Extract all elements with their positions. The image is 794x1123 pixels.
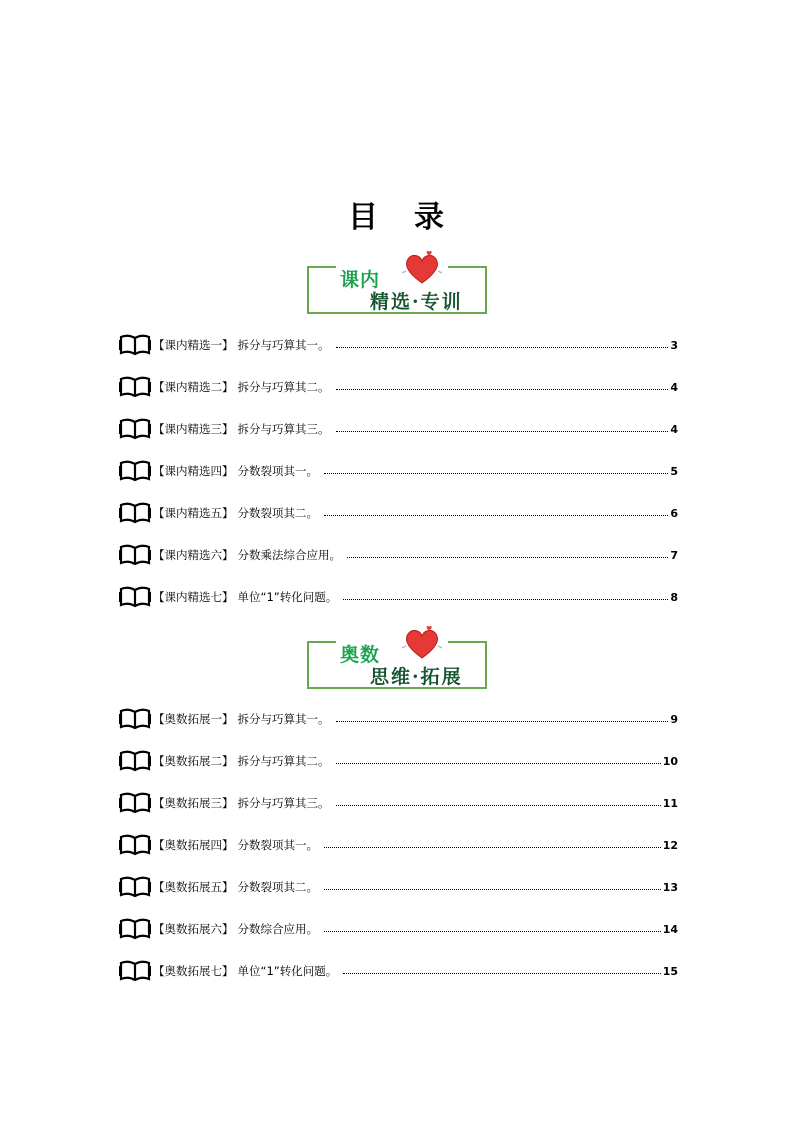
toc-tag: 【课内精选三】 <box>153 422 234 436</box>
open-book-icon <box>118 543 152 567</box>
heart-icon <box>402 626 442 662</box>
dot-leader <box>324 473 668 474</box>
toc-row[interactable] <box>118 748 678 774</box>
dot-leader <box>336 763 661 764</box>
dot-leader <box>324 889 661 890</box>
banner-line2: 思维·拓展 <box>370 666 463 688</box>
open-book-icon <box>118 459 152 483</box>
toc-text: 分数裂项其一。 <box>237 838 318 852</box>
toc-page-number: 3 <box>670 338 678 352</box>
open-book-icon <box>118 707 152 731</box>
toc-row[interactable] <box>118 416 678 442</box>
open-book-icon <box>118 417 152 441</box>
toc-text: 分数裂项其一。 <box>237 464 318 478</box>
open-book-icon <box>118 917 152 941</box>
toc-row[interactable] <box>118 916 678 942</box>
toc-row[interactable] <box>118 500 678 526</box>
open-book-icon <box>118 585 152 609</box>
toc-tag: 【奥数拓展四】 <box>153 838 234 852</box>
toc-text: 分数裂项其二。 <box>237 506 318 520</box>
toc-page-number: 9 <box>670 712 678 726</box>
toc-tag: 【课内精选二】 <box>153 380 234 394</box>
toc-page-number: 14 <box>662 922 678 936</box>
toc-page-number: 12 <box>662 838 678 852</box>
toc-page-number: 15 <box>662 964 678 978</box>
toc-text: 拆分与巧算其一。 <box>237 712 330 726</box>
dot-leader <box>324 515 668 516</box>
open-book-icon <box>118 501 152 525</box>
toc-page-number: 8 <box>670 590 678 604</box>
svg-text:♥: ♥ <box>426 251 433 258</box>
toc-page-number: 4 <box>670 380 678 394</box>
open-book-icon <box>118 875 152 899</box>
toc-text: 单位“1”转化问题。 <box>237 964 338 978</box>
toc-row[interactable] <box>118 706 678 732</box>
dot-leader <box>336 389 669 390</box>
toc-text: 拆分与巧算其三。 <box>237 422 330 436</box>
dot-leader <box>324 931 661 932</box>
toc-row[interactable] <box>118 584 678 610</box>
dot-leader <box>343 599 668 600</box>
banner-line2: 精选·专训 <box>370 291 463 313</box>
open-book-icon <box>118 833 152 857</box>
toc-tag: 【奥数拓展七】 <box>153 964 234 978</box>
toc-tag: 【课内精选七】 <box>153 590 234 604</box>
section-banner-1 <box>306 251 488 315</box>
page-title <box>0 192 794 236</box>
toc-page-number: 13 <box>662 880 678 894</box>
title-char-1: 目 <box>348 200 380 235</box>
open-book-icon <box>118 791 152 815</box>
toc-tag: 【奥数拓展一】 <box>153 712 234 726</box>
toc-tag: 【课内精选一】 <box>153 338 234 352</box>
dot-leader <box>324 847 661 848</box>
dot-leader <box>336 347 669 348</box>
dot-leader <box>347 557 668 558</box>
toc-text: 拆分与巧算其三。 <box>237 796 330 810</box>
toc-row[interactable] <box>118 832 678 858</box>
toc-page-number: 4 <box>670 422 678 436</box>
dot-leader <box>336 721 669 722</box>
toc-text: 分数裂项其二。 <box>237 880 318 894</box>
toc-text: 拆分与巧算其二。 <box>237 754 330 768</box>
toc-row[interactable] <box>118 458 678 484</box>
toc-tag: 【奥数拓展五】 <box>153 880 234 894</box>
toc-text: 拆分与巧算其二。 <box>237 380 330 394</box>
toc-text: 分数乘法综合应用。 <box>237 548 341 562</box>
toc-row[interactable] <box>118 958 678 984</box>
open-book-icon <box>118 959 152 983</box>
toc-page-number: 10 <box>662 754 678 768</box>
open-book-icon <box>118 333 152 357</box>
toc-row[interactable] <box>118 542 678 568</box>
toc-tag: 【奥数拓展二】 <box>153 754 234 768</box>
toc-tag: 【课内精选五】 <box>153 506 234 520</box>
toc-tag: 【课内精选四】 <box>153 464 234 478</box>
toc-text: 分数综合应用。 <box>237 922 318 936</box>
open-book-icon <box>118 749 152 773</box>
section-banner-2 <box>306 626 488 690</box>
toc-row[interactable] <box>118 374 678 400</box>
dot-leader <box>336 805 661 806</box>
toc-text: 拆分与巧算其一。 <box>237 338 330 352</box>
heart-icon <box>402 251 442 287</box>
banner-line1: 课内 <box>340 269 381 291</box>
toc-text: 单位“1”转化问题。 <box>237 590 338 604</box>
toc-row[interactable] <box>118 790 678 816</box>
toc-row[interactable] <box>118 874 678 900</box>
toc-tag: 【课内精选六】 <box>153 548 234 562</box>
toc-row[interactable] <box>118 332 678 358</box>
toc-page-number: 11 <box>662 796 678 810</box>
svg-text:♥: ♥ <box>426 626 433 633</box>
dot-leader <box>336 431 669 432</box>
banner-line1: 奥数 <box>340 644 381 666</box>
toc-page-number: 5 <box>670 464 678 478</box>
toc-page-number: 6 <box>670 506 678 520</box>
toc-tag: 【奥数拓展六】 <box>153 922 234 936</box>
dot-leader <box>343 973 660 974</box>
toc-tag: 【奥数拓展三】 <box>153 796 234 810</box>
open-book-icon <box>118 375 152 399</box>
title-char-2: 录 <box>414 200 446 235</box>
toc-page-number: 7 <box>670 548 678 562</box>
